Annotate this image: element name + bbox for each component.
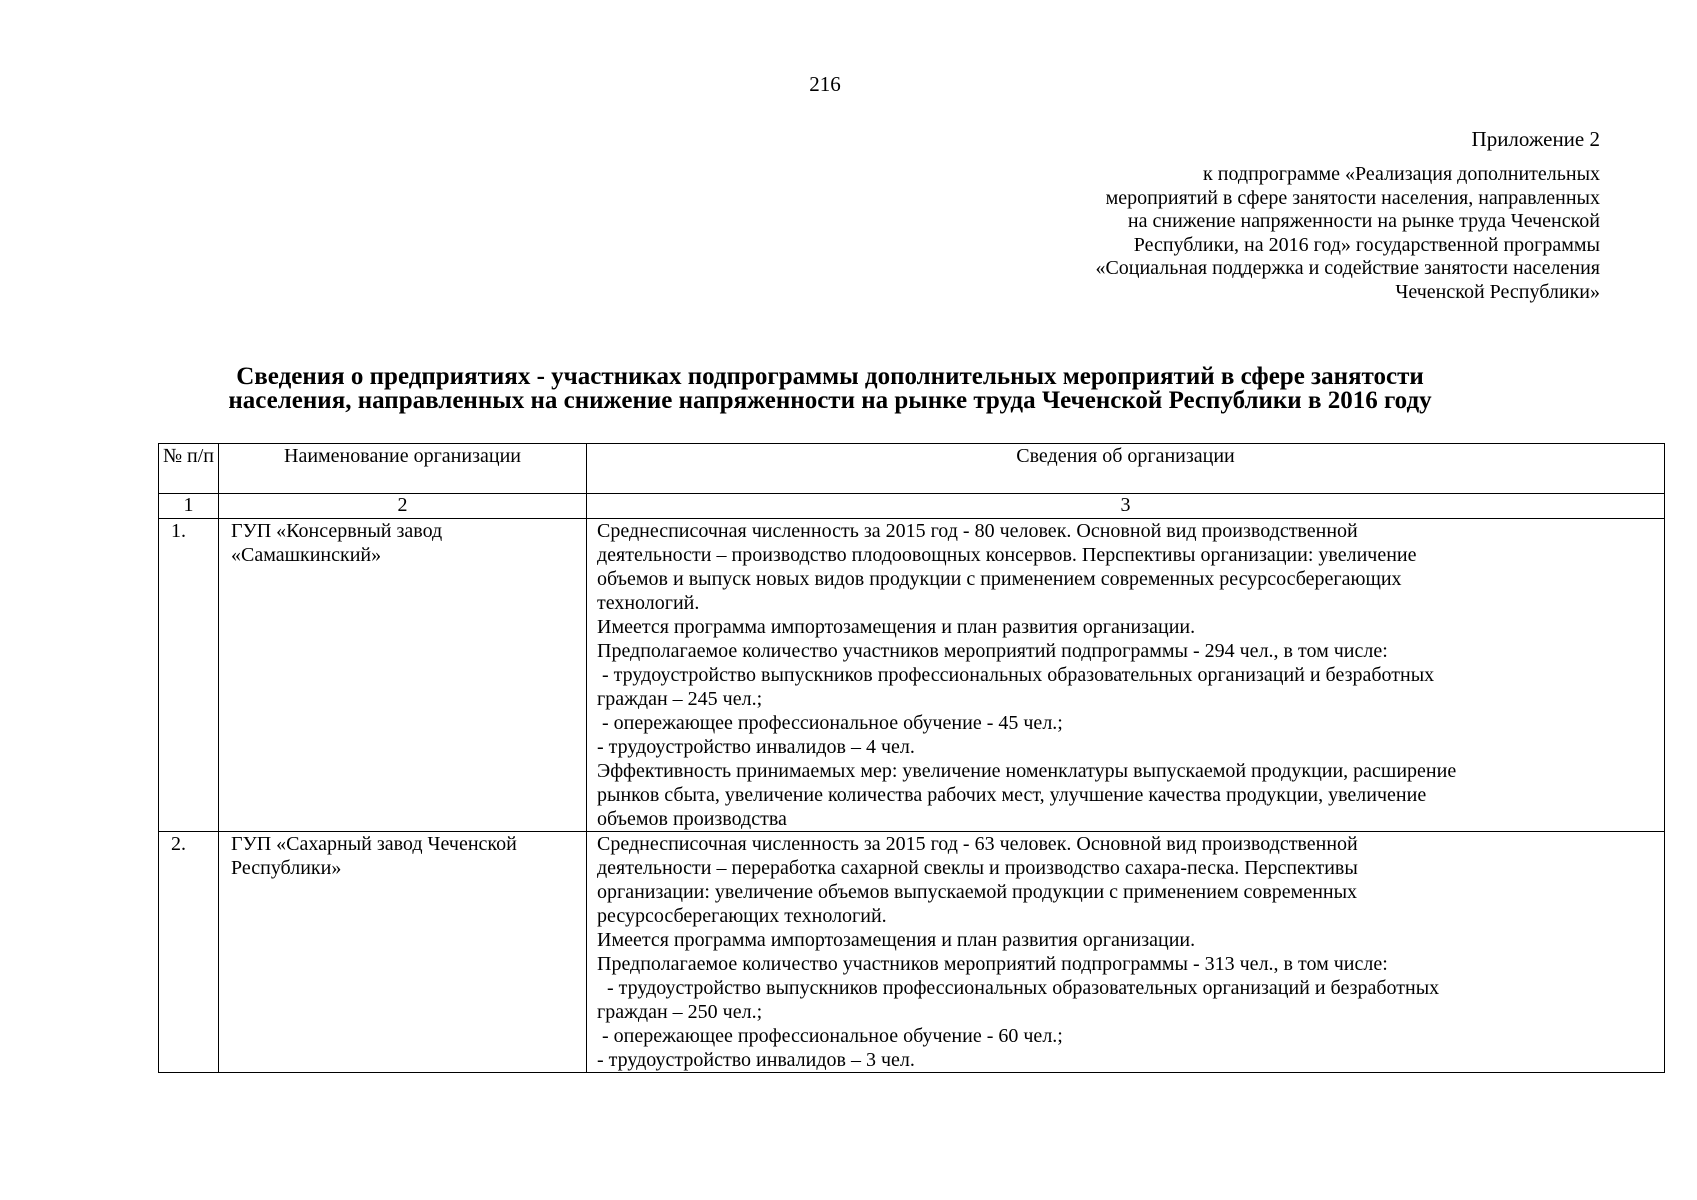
- appendix-line: Чеченской Республики»: [1395, 280, 1600, 303]
- info-line: - трудоустройство выпускников профессиональных образовательных организаций и безработных: [597, 664, 1435, 686]
- info-line: - опережающее профессиональное обучение - 45 чел.;: [597, 712, 1063, 734]
- index-cell: 2: [219, 494, 587, 519]
- appendix-text: [960, 163, 1600, 304]
- info-line: Предполагаемое количество участников мероприятий подпрограммы - 313 чел., в том числе:: [597, 953, 1388, 975]
- info-line: Предполагаемое количество участников мероприятий подпрограммы - 294 чел., в том числе:: [597, 640, 1388, 662]
- row-number: 1.: [159, 519, 219, 832]
- org-info: [587, 519, 1665, 832]
- title-line: Сведения о предприятиях - участниках подпрограммы дополнительных мероприятий в сфере занятости: [236, 363, 1424, 390]
- document-title: [0, 365, 1660, 413]
- info-line: рынков сбыта, увеличение количества рабочих мест, улучшение качества продукции, увеличение: [597, 784, 1427, 806]
- info-line: объемов производства: [597, 808, 787, 830]
- appendix-line: мероприятий в сфере занятости населения, направленных: [1105, 186, 1600, 209]
- header-org-name: Наименование организации: [219, 444, 587, 494]
- header-num: № п/п: [159, 444, 219, 494]
- info-line: ресурсосберегающих технологий.: [597, 905, 887, 927]
- appendix-line: «Социальная поддержка и содействие занятости населения: [1095, 257, 1600, 279]
- info-line: объемов и выпуск новых видов продукции с применением современных ресурсосберегающих: [597, 568, 1402, 590]
- appendix-line: к подпрограмме «Реализация дополнительных: [1203, 163, 1600, 185]
- info-line: - трудоустройство инвалидов – 3 чел.: [597, 1049, 915, 1071]
- info-line: - трудоустройство выпускников профессиональных образовательных организаций и безработных: [597, 977, 1440, 999]
- info-line: технологий.: [597, 592, 700, 614]
- page-number: 216: [809, 72, 841, 96]
- org-info: [587, 832, 1665, 1073]
- table-row: [159, 832, 1665, 1073]
- row-number: 2.: [159, 832, 219, 1073]
- table-index-row: [159, 494, 1665, 519]
- info-line: Имеется программа импортозамещения и план развития организации.: [597, 929, 1196, 951]
- appendix-label: Приложение 2: [1471, 127, 1600, 151]
- info-line: организации: увеличение объемов выпускаемой продукции с применением современных: [597, 881, 1358, 903]
- info-line: граждан – 250 чел.;: [597, 1001, 763, 1023]
- info-line: Среднесписочная численность за 2015 год - 63 человек. Основной вид производственной: [597, 833, 1358, 855]
- appendix-line: на снижение напряженности на рынке труда Чеченской: [1127, 210, 1600, 232]
- index-cell: 1: [159, 494, 219, 519]
- title-line: населения, направленных на снижение напряженности на рынке труда Чеченской Республики в 2016 году: [228, 387, 1432, 414]
- info-line: Эффективность принимаемых мер: увеличение номенклатуры выпускаемой продукции, расширение: [597, 760, 1457, 782]
- appendix-line: Республики, на 2016 год» государственной программы: [1133, 233, 1600, 256]
- org-name: ГУП «Консервный завод «Самашкинский»: [219, 519, 587, 832]
- info-line: Имеется программа импортозамещения и план развития организации.: [597, 616, 1196, 638]
- info-line: деятельности – производство плодоовощных консервов. Перспективы организации: увеличение: [597, 544, 1417, 566]
- table-row: [159, 519, 1665, 832]
- index-cell: 3: [587, 494, 1665, 519]
- org-name: ГУП «Сахарный завод Чеченской Республики»: [219, 832, 587, 1073]
- enterprises-table: [158, 443, 1665, 1073]
- info-line: - трудоустройство инвалидов – 4 чел.: [597, 736, 915, 758]
- info-line: деятельности – переработка сахарной свеклы и производство сахара-песка. Перспективы: [597, 857, 1358, 879]
- table-header-row: [159, 444, 1665, 494]
- info-line: Среднесписочная численность за 2015 год - 80 человек. Основной вид производственной: [597, 520, 1358, 542]
- header-org-info: Сведения об организации: [587, 444, 1665, 494]
- info-line: - опережающее профессиональное обучение - 60 чел.;: [597, 1025, 1063, 1047]
- info-line: граждан – 245 чел.;: [597, 688, 763, 710]
